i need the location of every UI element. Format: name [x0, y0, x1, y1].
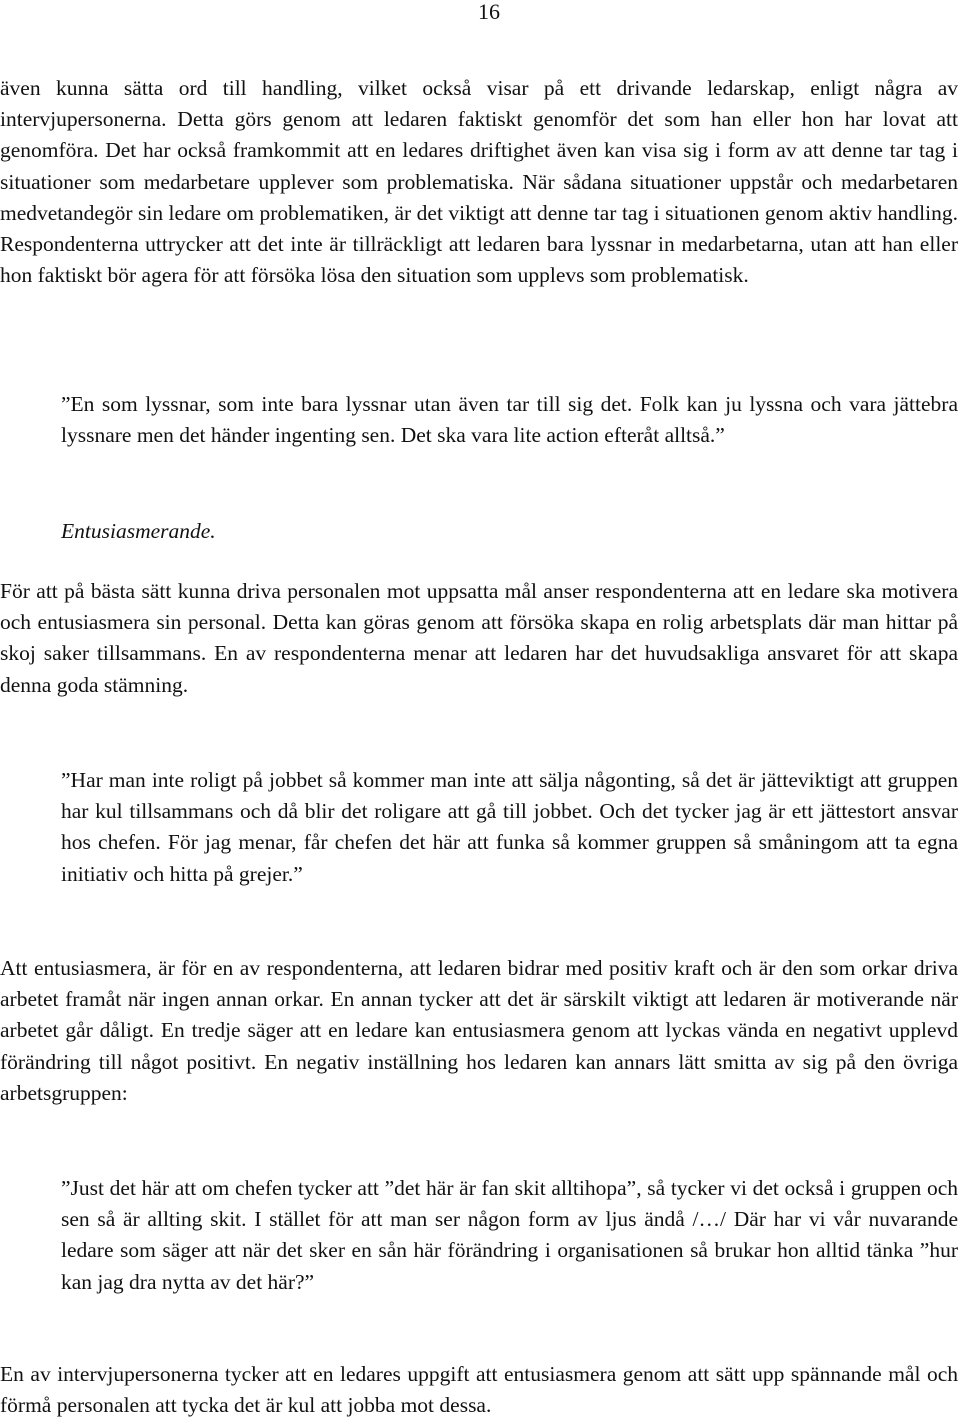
- interview-quote-listening: ”En som lyssnar, som inte bara lyssnar utan även tar till sig det. Folk kan ju lyssna och vara jättebra lyssnare men det händer ingenting sen. Det ska vara lite action efteråt alltså.”: [61, 392, 958, 448]
- interview-quote-fun-at-work: ”Har man inte roligt på jobbet så kommer man inte att sälja någonting, så det är jätteviktigt att gruppen har kul tillsammans och då blir det roligare att gå till jobbet. Och det tycker jag är ett jättestort ansvar hos chefen. För jag menar, får chefen det här att funka så kommer gruppen så småningom att ta egna initiativ och hitta på grejer.”: [61, 768, 958, 886]
- body-paragraph-driving-leadership: även kunna sätta ord till handling, vilket också visar på ett drivande ledarskap, enligt några av intervjupersonerna. Detta görs genom att ledaren faktiskt genomför det som han eller hon har lovat att genomföra. Det har också framkommit att en ledares driftighet även kan visa sig i form av att denne tar tag i situationer som medarbetare upplever som problematiska. När sådana situationer uppstår och medarbetaren medvetandegör sin ledare om problematiken, är det viktigt att denne tar tag i situationen genom aktiv handling. Respondenterna uttrycker att det inte är tillräckligt att ledaren bara lyssnar in medarbetarna, utan att han eller hon faktiskt bör agera för att försöka lösa den situation som upplevs som problematisk.: [0, 76, 958, 288]
- interview-quote-attitude: ”Just det här att om chefen tycker att ”det här är fan skit alltihopa”, så tycker vi det också i gruppen och sen så är allting skit. I stället för att man ser någon form av ljus ändå /…/ Där har vi vår nuvarande ledare som säger att när det sker en sån här förändring i organisationen så brukar hon alltid tänka ”hur kan jag dra nytta av det här?”: [61, 1176, 958, 1294]
- page-number: 16: [478, 0, 500, 24]
- section-heading: Entusiasmerande.: [61, 519, 216, 543]
- body-paragraph-enthusiasm: Att entusiasmera, är för en av respondenterna, att ledaren bidrar med positiv kraft och är den som orkar driva arbetet framåt när ingen annan orkar. En annan tycker att det är särskilt viktigt att ledaren är motiverande när arbetet går dåligt. En tredje säger att en ledare kan entusiasmera genom att lyckas vända en negativt upplevd förändring till något positivt. En negativ inställning hos ledaren kan annars lätt smitta av sig på den övriga arbetsgruppen:: [0, 956, 958, 1105]
- body-paragraph-motivation: För att på bästa sätt kunna driva personalen mot uppsatta mål anser respondenterna att en ledare ska motivera och entusiasmera sin personal. Detta kan göras genom att försöka skapa en rolig arbetsplats där man hittar på skoj saker tillsammans. En av respondenterna menar att ledaren har det huvudsakliga ansvaret för att skapa denna goda stämning.: [0, 579, 958, 697]
- body-paragraph-goals: En av intervjupersonerna tycker att en ledares uppgift att entusiasmera genom att sätt upp spännande mål och förmå personalen att tycka det är kul att jobba mot dessa.: [0, 1362, 958, 1418]
